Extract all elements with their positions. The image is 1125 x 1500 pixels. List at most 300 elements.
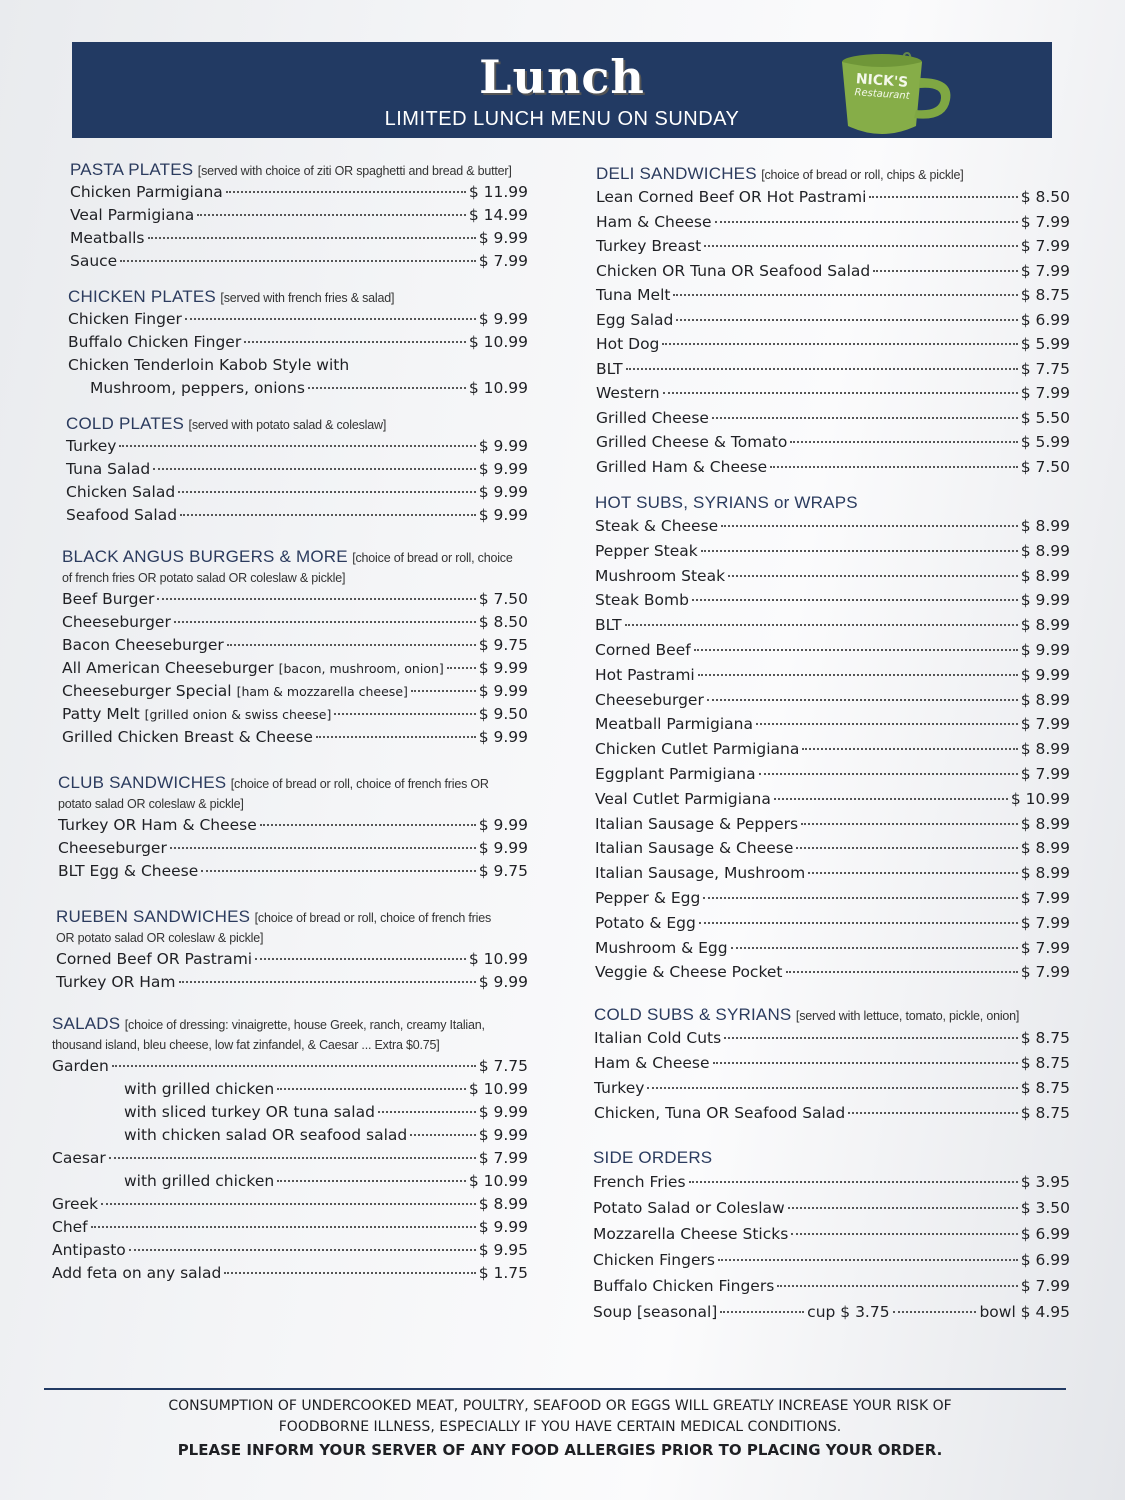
item-label: Chicken OR Tuna OR Seafood Salad <box>596 261 871 280</box>
item-price: $ 8.75 <box>1020 286 1070 304</box>
item-price: $ 10.99 <box>1010 789 1070 808</box>
section-note: [served with french fries & salad] <box>220 291 395 305</box>
item-price: $ 8.50 <box>478 613 528 631</box>
menu-item <box>66 481 528 504</box>
dot-leader <box>707 699 1018 701</box>
item-label: Egg Salad <box>596 310 674 329</box>
dot-leader <box>720 1311 804 1313</box>
dot-leader <box>255 958 466 960</box>
item-label: Chicken Salad <box>66 483 176 501</box>
item-label: with grilled chicken <box>124 1172 275 1190</box>
menu-item <box>56 971 528 994</box>
item-detail: [grilled onion & swiss cheese] <box>144 707 332 722</box>
menu-item <box>595 613 1070 638</box>
item-price: $ 7.99 <box>1020 237 1070 255</box>
item-label: Eggplant Parmigiana <box>595 764 756 783</box>
section-heading <box>70 160 528 181</box>
item-label: Corned Beef <box>595 640 691 659</box>
menu-item <box>62 680 528 703</box>
dot-leader <box>185 318 476 320</box>
menu-item <box>595 886 1070 911</box>
item-label: Potato & Egg <box>595 913 696 932</box>
dot-leader <box>647 1087 1017 1089</box>
item-price: $ 8.99 <box>1020 541 1070 560</box>
item-price: $ 5.50 <box>1020 408 1070 427</box>
menu-item <box>595 762 1070 787</box>
menu-item <box>593 1273 1070 1299</box>
dot-leader <box>157 598 475 600</box>
item-label: Turkey OR Ham & Cheese <box>58 816 257 834</box>
section-heading <box>56 907 528 928</box>
item-price: $ 8.99 <box>1020 690 1070 709</box>
dot-leader <box>724 1037 1018 1039</box>
item-label: BLT Egg & Cheese <box>58 862 199 880</box>
menu-item <box>593 1169 1070 1195</box>
dot-leader <box>694 649 1018 651</box>
item-price: $ 9.99 <box>1020 640 1070 659</box>
item-label: Garden <box>52 1057 109 1075</box>
menu-item <box>52 1124 528 1147</box>
item-price: $ 8.99 <box>478 1195 528 1213</box>
section-name: BLACK ANGUS BURGERS & MORE <box>62 547 348 566</box>
section-name: SIDE ORDERS <box>593 1148 713 1168</box>
dot-leader <box>410 1134 475 1136</box>
menu-item <box>595 911 1070 936</box>
menu-item <box>595 712 1070 737</box>
section-note-line2: of french fries OR potato salad OR coleslaw & pickle] <box>62 571 346 585</box>
item-label: French Fries <box>593 1173 686 1192</box>
section-club-sandwiches <box>48 773 528 883</box>
section-salads <box>48 1014 528 1285</box>
menu-item <box>595 836 1070 861</box>
item-price: $ 14.99 <box>468 206 528 224</box>
item-price: $ 8.50 <box>1020 188 1070 206</box>
section-heading <box>66 414 528 435</box>
dot-leader <box>180 514 476 516</box>
dot-leader <box>869 196 1017 198</box>
dot-leader <box>713 1062 1018 1064</box>
section-note: [served with potato salad & coleslaw] <box>188 418 387 432</box>
dot-leader <box>227 644 476 646</box>
section-name: CLUB SANDWICHES <box>58 773 227 792</box>
dot-leader <box>663 392 1018 394</box>
dot-leader <box>112 1065 476 1067</box>
dot-leader <box>873 270 1017 272</box>
item-label: Cheeseburger Special [ham & mozzarella cheese] <box>62 682 408 700</box>
item-label: Mushroom, peppers, onions <box>90 379 305 397</box>
item-label: Chicken, Tuna OR Seafood Salad <box>594 1104 846 1123</box>
item-price: $ 10.99 <box>468 333 528 351</box>
item-price: $ 7.99 <box>1020 212 1070 231</box>
item-price: $ 1.75 <box>478 1264 528 1282</box>
menu-item <box>596 259 1070 284</box>
dot-leader <box>662 343 1017 345</box>
menu-item <box>596 357 1070 382</box>
section-note: [choice of bread or roll, choice of french fries <box>254 911 492 925</box>
menu-item <box>595 737 1070 762</box>
menu-item <box>595 663 1070 688</box>
item-label: Chef <box>52 1218 88 1236</box>
menu-item <box>58 814 528 837</box>
item-label: Italian Cold Cuts <box>594 1029 722 1048</box>
menu-item <box>52 1170 528 1193</box>
dot-leader <box>174 621 476 623</box>
menu-item <box>595 514 1070 539</box>
dot-leader <box>698 674 1018 676</box>
section-note-line2: OR potato salad OR coleslaw & pickle] <box>56 931 264 945</box>
menu-item <box>52 1147 528 1170</box>
right-column <box>592 164 1070 1325</box>
dot-leader <box>731 947 1018 949</box>
mug-logo <box>842 52 956 140</box>
dot-leader <box>777 1285 1017 1287</box>
menu-item <box>596 455 1070 480</box>
item-label: Meatball Parmigiana <box>595 715 753 734</box>
menu-item <box>594 1051 1070 1076</box>
menu-item <box>596 234 1070 259</box>
item-label: Meatballs <box>70 229 145 247</box>
section-name: SALADS <box>52 1014 121 1033</box>
item-price: $ 8.75 <box>1020 1079 1070 1098</box>
section-cold-plates <box>48 414 528 527</box>
item-label: Veal Parmigiana <box>70 206 195 224</box>
item-label: Corned Beef OR Pastrami <box>56 950 253 968</box>
menu-item <box>594 1076 1070 1101</box>
menu-item <box>52 1078 528 1101</box>
logo-name: NICK'S <box>855 71 909 91</box>
item-label: BLT <box>595 616 622 635</box>
item-price: $ 10.99 <box>468 1080 528 1098</box>
section-hot-subs <box>592 493 1070 985</box>
section-note-line2: potato salad OR coleslaw & pickle] <box>58 797 244 811</box>
section-burgers <box>48 547 528 749</box>
item-price: $ 9.99 <box>1020 591 1070 610</box>
item-price: $ 7.50 <box>478 590 528 608</box>
item-label: Italian Sausage, Mushroom <box>595 864 806 883</box>
menu-item <box>596 308 1070 333</box>
item-label: Hot Pastrami <box>595 665 695 684</box>
menu-item <box>595 936 1070 961</box>
item-price: $ 8.99 <box>1020 566 1070 585</box>
item-label: Patty Melt [grilled onion & swiss cheese] <box>62 705 332 723</box>
item-price: $ 9.99 <box>1020 665 1070 684</box>
item-label: Add feta on any salad <box>52 1264 222 1282</box>
menu-item <box>62 611 528 634</box>
allergy-warning: PLEASE INFORM YOUR SERVER OF ANY FOOD ALLERGIES PRIOR TO PLACING YOUR ORDER. <box>177 1441 943 1459</box>
item-label: Steak Bomb <box>595 591 689 610</box>
section-name: PASTA PLATES <box>70 160 194 179</box>
menu-item <box>595 812 1070 837</box>
section-note: [served with choice of ziti OR spaghetti and bread & butter] <box>197 164 512 178</box>
section-name: COLD PLATES <box>66 414 185 433</box>
item-price: $ 9.99 <box>478 973 528 991</box>
item-price: $ 9.95 <box>478 1241 528 1259</box>
dot-leader <box>148 237 476 239</box>
dot-leader <box>109 1157 476 1159</box>
item-price: $ 9.99 <box>478 659 528 677</box>
dot-leader <box>808 872 1018 874</box>
item-price: $ 6.99 <box>1020 1251 1070 1270</box>
menu-item <box>595 539 1070 564</box>
soup-cup-price: cup $ 3.75 <box>807 1303 890 1322</box>
item-label: with chicken salad OR seafood salad <box>124 1126 408 1144</box>
section-rueben-sandwiches <box>48 907 528 994</box>
item-label: Antipasto <box>52 1241 126 1259</box>
item-label: with grilled chicken <box>124 1080 275 1098</box>
menu-item <box>596 185 1070 210</box>
item-price: $ 7.75 <box>1020 359 1070 378</box>
dot-leader <box>728 575 1018 577</box>
item-label: Caesar <box>52 1149 106 1167</box>
item-label: Grilled Chicken Breast & Cheese <box>62 728 313 746</box>
item-label: Mushroom & Egg <box>595 938 728 957</box>
menu-item <box>52 1216 528 1239</box>
item-price: $ 6.99 <box>1020 310 1070 329</box>
section-note: [choice of bread or roll, choice of french fries OR <box>230 777 489 791</box>
menu-item <box>596 283 1070 308</box>
item-label: Italian Sausage & Cheese <box>595 839 794 858</box>
item-label: Veggie & Cheese Pocket <box>595 963 783 982</box>
item-price: $ 7.99 <box>1020 938 1070 957</box>
menu-item <box>594 1026 1070 1051</box>
dot-leader <box>703 897 1017 899</box>
menu-item <box>58 860 528 883</box>
item-label: Grilled Cheese <box>596 408 709 427</box>
menu-item <box>596 406 1070 431</box>
dot-leader <box>119 445 475 447</box>
dot-leader <box>796 847 1017 849</box>
section-cold-subs <box>592 1005 1070 1126</box>
dot-leader <box>715 221 1018 223</box>
menu-item <box>596 332 1070 357</box>
dot-leader <box>129 1249 476 1251</box>
menu-item <box>595 638 1070 663</box>
item-price: $ 7.99 <box>478 1149 528 1167</box>
item-label: Potato Salad or Coleslaw <box>593 1199 785 1218</box>
item-label: Grilled Cheese & Tomato <box>596 433 788 451</box>
section-heading <box>52 1014 528 1035</box>
item-label: All American Cheeseburger [bacon, mushroom, onion] <box>62 659 444 677</box>
section-heading <box>62 547 528 568</box>
item-label: Italian Sausage & Peppers <box>595 814 799 833</box>
dot-leader <box>334 713 475 715</box>
section-name: CHICKEN PLATES <box>68 287 216 306</box>
dot-leader <box>699 922 1018 924</box>
dot-leader <box>791 1233 1017 1235</box>
dot-leader <box>179 981 476 983</box>
dot-leader <box>770 466 1018 468</box>
item-price: $ 8.75 <box>1020 1054 1070 1073</box>
dot-leader <box>308 387 466 389</box>
item-label: Veal Cutlet Parmigiana <box>595 789 771 808</box>
section-heading <box>595 493 1070 514</box>
menu-item <box>52 1055 528 1078</box>
menu-item <box>62 726 528 749</box>
menu-item <box>62 634 528 657</box>
item-price: $ 9.99 <box>478 728 528 746</box>
item-price: $ 3.95 <box>1020 1173 1070 1192</box>
item-label: Ham & Cheese <box>596 212 712 231</box>
menu-item <box>68 308 528 331</box>
item-price: $ 8.99 <box>1020 616 1070 635</box>
menu-item <box>62 588 528 611</box>
item-label: Western <box>596 384 660 402</box>
section-heading <box>68 287 528 308</box>
dot-leader <box>712 417 1018 419</box>
menu-item <box>70 227 528 250</box>
section-name: RUEBEN SANDWICHES <box>56 907 251 926</box>
menu-item <box>596 210 1070 235</box>
item-price: $ 9.99 <box>478 310 528 328</box>
dot-leader <box>178 491 476 493</box>
item-price: $ 8.75 <box>1020 1104 1070 1123</box>
soup-bowl-price: bowl $ 4.95 <box>979 1303 1070 1322</box>
menu-item <box>66 458 528 481</box>
dot-leader <box>786 971 1018 973</box>
footer-notice <box>120 1396 1000 1461</box>
item-label: Hot Dog <box>596 335 660 353</box>
dot-leader <box>801 823 1018 825</box>
section-heading <box>593 1148 1070 1169</box>
item-label: Buffalo Chicken Fingers <box>593 1277 775 1296</box>
item-label: Chicken Cutlet Parmigiana <box>595 740 800 759</box>
dot-leader <box>224 1272 475 1274</box>
undercooked-warning: CONSUMPTION OF UNDERCOOKED MEAT, POULTRY, SEAFOOD OR EGGS WILL GREATLY INCREASE YOUR RISK OF <box>168 1398 952 1414</box>
item-price: $ 9.75 <box>478 636 528 654</box>
dot-leader <box>226 191 466 193</box>
item-label: Chicken Tenderloin Kabob Style with <box>68 356 350 374</box>
item-label: Pepper & Egg <box>595 888 701 907</box>
dot-leader <box>91 1226 476 1228</box>
item-price: $ 9.99 <box>478 483 528 501</box>
menu-item <box>62 703 528 726</box>
item-price: $ 8.75 <box>1020 1029 1070 1048</box>
dot-leader <box>316 736 476 738</box>
dot-leader <box>120 260 475 262</box>
item-label: Bacon Cheeseburger <box>62 636 224 654</box>
item-price: $ 7.99 <box>1020 963 1070 982</box>
section-note: [choice of bread or roll, chips & pickle] <box>761 168 964 182</box>
item-price: $ 7.99 <box>1020 715 1070 734</box>
dot-leader <box>692 599 1018 601</box>
menu-item <box>70 204 528 227</box>
dot-leader <box>673 294 1017 296</box>
item-label: Beef Burger <box>62 590 155 608</box>
dot-leader <box>704 245 1017 247</box>
menu-item <box>594 1101 1070 1126</box>
item-label: BLT <box>596 359 623 378</box>
section-name: HOT SUBS, SYRIANS or WRAPS <box>595 493 858 512</box>
item-label: Pepper Steak <box>595 541 698 560</box>
item-price: $ 9.99 <box>478 506 528 524</box>
item-price: $ 8.99 <box>1020 814 1070 833</box>
item-price: $ 9.99 <box>478 839 528 857</box>
item-price: $ 5.99 <box>1020 433 1070 451</box>
item-label: Mozzarella Cheese Sticks <box>593 1225 789 1244</box>
item-label: Steak & Cheese <box>595 517 719 535</box>
dot-leader <box>244 341 466 343</box>
dot-leader <box>277 1088 466 1090</box>
item-label: Seafood Salad <box>66 506 178 524</box>
item-label: Ham & Cheese <box>594 1054 710 1073</box>
menu-item-soup <box>593 1299 1070 1325</box>
menu-item <box>66 435 528 458</box>
menu-item <box>596 381 1070 406</box>
menu-item <box>70 250 528 273</box>
item-label: Turkey <box>594 1079 645 1098</box>
menu-item <box>595 960 1070 985</box>
section-name: COLD SUBS & SYRIANS <box>594 1005 792 1025</box>
item-price: $ 9.99 <box>478 1218 528 1236</box>
item-price: $ 7.99 <box>478 252 528 270</box>
item-label: Buffalo Chicken Finger <box>68 333 242 351</box>
item-price: $ 7.75 <box>478 1057 528 1075</box>
section-heading <box>594 1005 1070 1026</box>
menu-item <box>52 1101 528 1124</box>
item-price: $ 3.50 <box>1020 1199 1070 1218</box>
item-price: $ 9.75 <box>478 862 528 880</box>
section-name: DELI SANDWICHES <box>596 164 757 183</box>
menu-item <box>593 1221 1070 1247</box>
item-detail: [ham & mozzarella cheese] <box>236 684 408 699</box>
dot-leader <box>774 798 1008 800</box>
item-price: $ 9.99 <box>478 437 528 455</box>
item-label: Grilled Ham & Cheese <box>596 457 768 476</box>
menu-item <box>595 688 1070 713</box>
item-label: Chicken Fingers <box>593 1251 715 1270</box>
menu-item <box>595 564 1070 589</box>
item-price: $ 10.99 <box>468 950 528 968</box>
item-label: Cheeseburger <box>62 613 171 631</box>
page-subtitle: LIMITED LUNCH MENU ON SUNDAY <box>384 108 740 130</box>
dot-leader <box>721 525 1017 527</box>
menu-item <box>68 331 528 354</box>
menu-item-kabob-line2 <box>68 377 528 400</box>
menu-item <box>593 1195 1070 1221</box>
dot-leader <box>848 1112 1017 1114</box>
dot-leader <box>676 319 1017 321</box>
dot-leader <box>689 1181 1018 1183</box>
menu-item <box>595 588 1070 613</box>
item-label: Lean Corned Beef OR Hot Pastrami <box>596 188 867 206</box>
item-price: $ 7.99 <box>1020 888 1070 907</box>
item-detail: [bacon, mushroom, onion] <box>278 661 444 676</box>
dot-leader <box>893 1311 977 1313</box>
item-price: $ 7.99 <box>1020 261 1070 280</box>
section-side-orders <box>592 1148 1070 1325</box>
menu-item <box>58 837 528 860</box>
menu-item <box>62 657 528 680</box>
menu-item <box>596 430 1070 455</box>
dot-leader <box>260 824 476 826</box>
item-price: $ 9.99 <box>478 1126 528 1144</box>
dot-leader <box>447 667 476 669</box>
dot-leader <box>701 550 1018 552</box>
item-price: $ 9.50 <box>478 705 528 723</box>
dot-leader <box>788 1207 1018 1209</box>
item-label: Mushroom Steak <box>595 566 726 585</box>
mug-label <box>842 71 922 102</box>
item-price: $ 9.99 <box>478 460 528 478</box>
item-label: Cheeseburger <box>58 839 167 857</box>
section-note: [choice of bread or roll, choice <box>352 551 513 565</box>
menu-item <box>66 504 528 527</box>
section-note-line2: thousand island, bleu cheese, low fat zinfandel, & Caesar ... Extra $0.75] <box>52 1038 440 1052</box>
menu-item <box>52 1193 528 1216</box>
page-title: Lunch <box>479 50 645 104</box>
item-label: Greek <box>52 1195 99 1213</box>
item-price: $ 9.99 <box>478 1103 528 1121</box>
